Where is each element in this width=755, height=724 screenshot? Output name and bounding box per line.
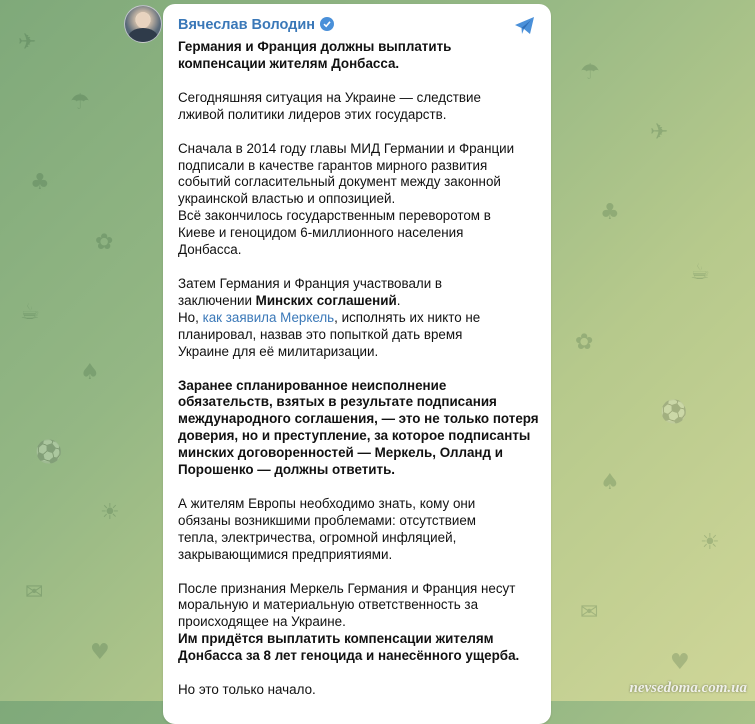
avatar-face	[136, 12, 150, 28]
text-line: Но это только начало.	[178, 682, 316, 698]
text-line: международного соглашения, — это не только потеря	[178, 411, 539, 427]
paragraph-2	[178, 141, 543, 259]
merkel-statement-link[interactable]: как заявила Меркель	[202, 309, 335, 325]
text-line: доверия, но и преступление, за которое подписанты	[178, 428, 531, 444]
avatar-suit	[128, 28, 158, 43]
title-line: Германия и Франция должны выплатить	[178, 39, 452, 54]
text-line: подписали в качестве гарантов мирного развития	[178, 157, 488, 173]
site-watermark: nevsedoma.com.ua	[629, 680, 747, 696]
post-text	[178, 39, 543, 716]
text-line: Донбасса.	[178, 242, 242, 258]
text-line: лживой политики лидеров этих государств.	[178, 106, 447, 122]
text-line: Заранее спланированное неисполнение	[178, 377, 447, 393]
text-line: тепла, электричества, огромной инфляцией,	[178, 529, 457, 545]
paragraph-6	[178, 581, 543, 666]
text-line: Киеве и геноцидом 6-миллионного населения	[178, 225, 464, 241]
chat-background-pattern: ✈ ☂ ♣ ✿ ☕ ♠ ⚽ ☀ ✉ ♥ ☂ ✈ ♣ ☕ ✿ ⚽ ♠ ☀ ✉ ♥	[18, 30, 720, 675]
text-line: Затем Германия и Франция участвовали в	[178, 275, 443, 291]
text-line: планировал, назвав это попыткой дать время	[178, 326, 463, 342]
minsk-agreements-bold: Минских соглашений	[255, 292, 397, 308]
text-line: моральную и материальную ответственность за	[178, 597, 479, 613]
text-line: минских договоренностей — Меркель, Олланд и	[178, 445, 503, 461]
paragraph-1	[178, 90, 543, 124]
message-bubble	[163, 4, 551, 724]
text-line: заключении	[178, 292, 256, 308]
text-line: происходящее на Украине.	[178, 614, 346, 630]
paragraph-5	[178, 496, 543, 564]
text-line: Сегодняшняя ситуация на Украине — следствие	[178, 89, 481, 105]
verified-badge-icon	[320, 17, 334, 31]
text-line: обязаны возникшими проблемами: отсутствием	[178, 512, 476, 528]
text-line: Но,	[178, 309, 203, 325]
text-line: Украине для её милитаризации.	[178, 343, 379, 359]
text-line: Донбасса за 8 лет геноцида и нанесённого ущерба.	[178, 648, 520, 664]
telegram-send-icon[interactable]	[514, 16, 536, 36]
text-line: Всё закончилось государственным переворотом в	[178, 208, 491, 224]
text-line: , исполнять их никто не	[334, 309, 481, 325]
text-line: А жителям Европы необходимо знать, кому они	[178, 495, 476, 511]
text-line: После признания Меркель Германия и Франция несут	[178, 580, 516, 596]
paragraph-3	[178, 276, 543, 361]
text-line: украинской властью и оппозицией.	[178, 191, 396, 207]
text-punct: .	[396, 292, 401, 308]
paragraph-4-bold	[178, 378, 543, 479]
author-name[interactable]: Вячеслав Володин	[178, 16, 316, 33]
message-header	[178, 16, 536, 38]
text-line: закрывающимися предприятиями.	[178, 546, 393, 562]
paragraph-7	[178, 682, 543, 699]
text-line: Им придётся выплатить компенсации жителям	[178, 631, 494, 647]
text-line: Сначала в 2014 году главы МИД Германии и Франции	[178, 140, 515, 156]
text-line: обязательств, взятых в результате подписания	[178, 394, 497, 410]
title-line: компенсации жителям Донбасса.	[178, 55, 400, 71]
text-line: Порошенко — должны ответить.	[178, 462, 396, 478]
author-avatar[interactable]	[124, 5, 162, 43]
post-title	[178, 39, 543, 73]
text-line: событий согласительный документ между законной	[178, 174, 501, 190]
